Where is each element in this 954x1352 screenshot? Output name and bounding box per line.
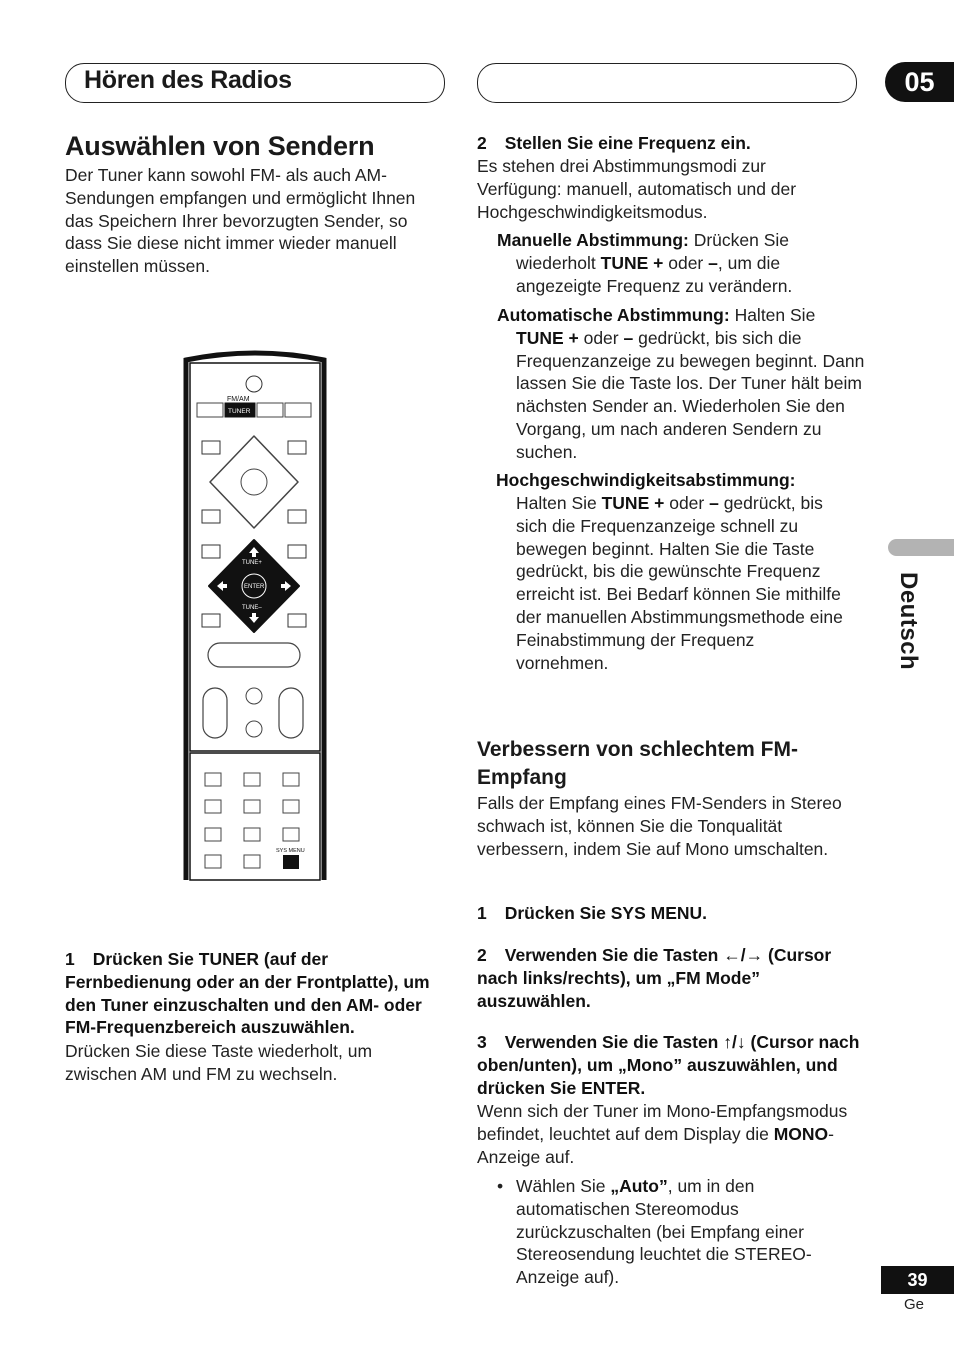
manual-tuning: Manuelle Abstimmung: Drücken Sie wiederholt TUNE + oder –, um die angezeigte Frequenz zu verändern. <box>497 230 793 296</box>
remote-control-illustration <box>180 348 330 883</box>
language-tab <box>888 539 954 556</box>
fm-step3-text: Wenn sich der Tuner im Mono-Empfangsmodus befindet, leuchtet auf dem Display die MONO-Anzeige auf. <box>477 1101 848 1167</box>
fm-step1: 1 Drücken Sie SYS MENU. <box>477 903 708 923</box>
fm-am-label: FM/AM <box>227 396 250 403</box>
header-empty-box <box>477 63 857 103</box>
page-title: Auswählen von Sendern <box>65 131 375 161</box>
up-down-arrows-icon: ↑/↓ <box>723 1032 746 1052</box>
intro-paragraph: Der Tuner kann sowohl FM- als auch AM-Sendungen empfangen und ermöglicht Ihnen das Speichern Ihrer bevorzugten Sender, so dass Sie diese nicht immer wieder manuell einstellen müssen. <box>65 165 416 277</box>
step2-heading: 2 Stellen Sie eine Frequenz ein. <box>477 133 751 153</box>
tune-minus-label: TUNE– <box>242 605 262 611</box>
page-number: 39 <box>881 1266 954 1294</box>
chapter-number: 05 <box>885 62 954 102</box>
tuner-label: TUNER <box>228 408 251 415</box>
step1-text: Drücken Sie diese Taste wiederholt, um zwischen AM und FM zu wechseln. <box>65 1041 373 1084</box>
fm-step2: 2 Verwenden Sie die Tasten ←/→ (Cursor nach links/rechts), um „FM Mode” auszuwählen. <box>477 945 832 1011</box>
fm-intro: Falls der Empfang eines FM-Senders in Stereo schwach ist, können Sie die Tonqualität verbessern, indem Sie auf Mono umschalten. <box>477 793 842 859</box>
high-speed-text: Halten Sie TUNE + oder – gedrückt, bis sich die Frequenzanzeige schnell zu bewegen beginnt. Halten Sie die Taste gedrückt, bis die gewünschte Frequenz erreicht ist. Bei Bedarf können Sie mithilfe der manuellen Abstimmungsmethode eine Feinabstimmung der Frequenz vornehmen. <box>516 493 843 673</box>
language-code: Ge <box>904 1296 925 1313</box>
tune-plus-label: TUNE+ <box>242 560 262 566</box>
auto-tuning: Automatische Abstimmung: Halten Sie TUNE + oder – gedrückt, bis sich die Frequenzanzeige zu bewegen beginnt. Dann lassen Sie die Taste los. Der Tuner hält beim nächsten Sender an. Wiederholen Sie den Vorgang, um nach anderen Sendern zu suchen. <box>497 305 865 462</box>
bullet-marker: • <box>497 1176 504 1196</box>
enter-label: ENTER <box>244 584 265 590</box>
fm-section-title: Verbessern von schlechtem FM-Empfang <box>477 738 798 789</box>
bullet-text: Wählen Sie „Auto”, um in den automatischen Stereomodus zurückzuschalten (bei Empfang einer Stereosendung leuchtet die STEREO-Anzeige auf). <box>516 1176 812 1288</box>
step1-heading: 1 Drücken Sie TUNER (auf der Fernbedienung oder an der Frontplatte), um den Tuner einzuschalten und den AM- oder FM-Frequenzbereich auszuwählen. <box>65 949 430 1038</box>
sys-menu-label: SYS MENU <box>276 848 305 854</box>
left-right-arrows-icon: ←/→ <box>723 945 764 965</box>
high-speed-label: Hochgeschwindigkeitsabstimmung: <box>496 470 796 490</box>
fm-step3: 3 Verwenden Sie die Tasten ↑/↓ (Cursor nach oben/unten), um „Mono” auszuwählen, und drücken Sie ENTER. <box>477 1032 860 1098</box>
section-title: Hören des Radios <box>84 66 292 94</box>
step2-text: Es stehen drei Abstimmungsmodi zur Verfügung: manuell, automatisch und der Hochgeschwindigkeitsmodus. <box>477 156 797 222</box>
language-label: Deutsch <box>895 572 922 671</box>
